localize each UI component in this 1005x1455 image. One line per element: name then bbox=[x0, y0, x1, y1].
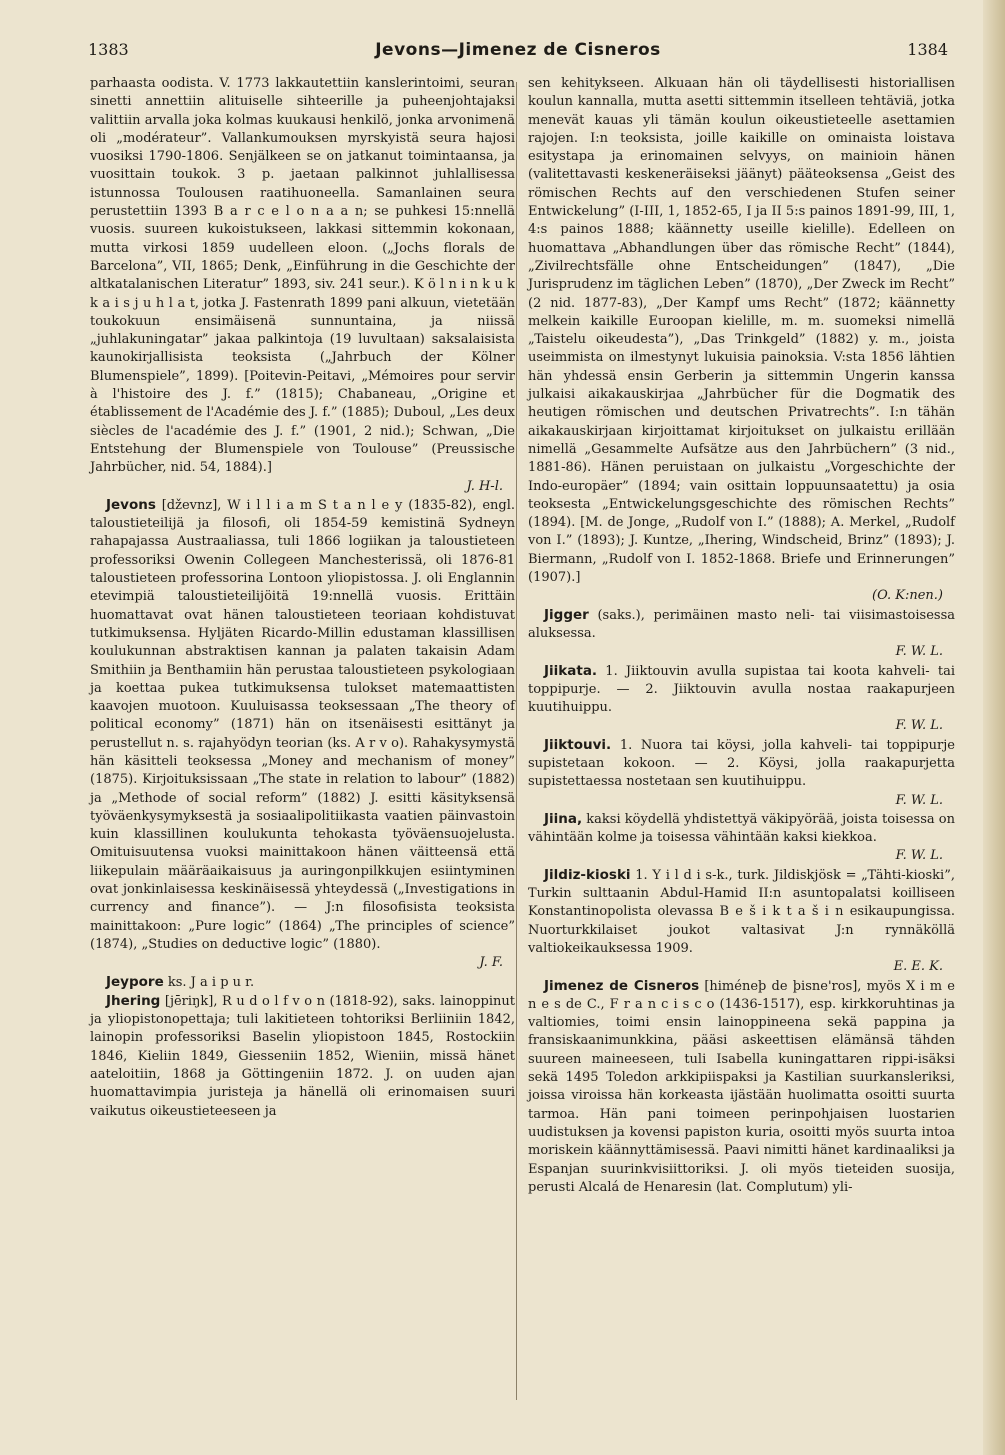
entry bbox=[528, 662, 955, 736]
entry bbox=[90, 973, 515, 992]
entry-text: kaksi köydellä yhdistettyä väkipyörää, joista toisessa on vähintään kolme ja toisessa vähintään kaksi kiekkoa. bbox=[528, 811, 955, 846]
entry-text: (saks.), perimäinen masto neli- tai viisimastoisessa aluksessa. bbox=[528, 607, 955, 641]
entry bbox=[90, 992, 515, 1121]
entry bbox=[528, 810, 955, 866]
page-number-right: 1384 bbox=[907, 40, 948, 59]
entry-headword: Jiiktouvi. bbox=[544, 736, 612, 753]
entry bbox=[90, 496, 515, 973]
column-divider bbox=[516, 82, 517, 1400]
entry-signature: F. W. L. bbox=[895, 792, 943, 808]
entry-signature: F. W. L. bbox=[895, 644, 943, 660]
entry-signature: J. H-l. bbox=[466, 478, 503, 494]
entry-signature: F. W. L. bbox=[895, 718, 943, 734]
page-number-left: 1383 bbox=[88, 40, 129, 59]
entry-text: [himéneþ de þisne'ros], myös X i m e n e s de C., F r a n c i s c o (1436-1517), esp. kirkkoruhtinas ja valtiomies, toimi ensin lainoppineena sekä pappina ja fransiskaanimunkkina, pääsi askeettisen elämänsä tähden suureen maineeseen, tuli Isabella kuningattaren rippi-isäksi sekä 1495 Toledon arkkipiispaksi ja Kastilian suurkansleriksi, joissa viroissa hän korkeasta ijästään huolimatta osoitti suurta tarmoa. Hän pani toimeen perinpohjaisen luostarien uudistuksen ja kovensi papiston kuria, osoitti myös suurta intoa moriskein käännyttämisessä. Paavi nimitti hänet kardinaaliksi ja Espanjan suurinkvisiittoriksi. J. oli myös tieteiden suosija, perusti Alcalá de Henaresin (lat. Complutum) yli- bbox=[528, 978, 955, 1195]
entry-headword: Jevons bbox=[106, 496, 156, 513]
entry-text: parhaasta oodista. V. 1773 lakkautettiin kanslerintoimi, seuran sinetti annettiin alituiselle sihteerille ja puheenjohtajaksi valittiin arvalla joka kolmas kuukausi henkilö, jonka arvonimenä oli „modérateur”. Vallankumouksen myrskyistä seura hajosi vuosiksi 1790-1806. Senjälkeen se on jatkanut toimintaansa, ja vuosittain toukok. 3 p. jaetaan palkinnot juhlallisessa istunnossa Toulousen raatihuoneella. Samanlainen seura perustettiin 1393 B a r c e l o n a a n; se puhkesi 15:nnellä vuosis. suureen kukoistukseen, lakkasi sittemmin kokonaan, mutta virkosi 1859 uudelleen eloon. („Jochs florals de Barcelona”, VII, 1865; Denk, „Einführung in die Geschichte der altkatalanischen Literatur” 1893, siv. 241 seur.). K ö l n i n k u k k a i s j u h l a t, jotka J. Fastenrath 1899 pani alkuun, vietetään toukokuun ensimäisenä sunnuntaina, ja niissä „juhlakuningatar” jakaa palkintoja (19 luvultaan) saksalaisista kaunokirjallisista teoksista („Jahrbuch der Kölner Blumenspiele”, 1899). [Poitevin-Peitavi, „Mémoires pour servir à l'histoire des J. f.” (1815); Chabaneau, „Origine et établissement de l'Académie des J. f.” (1885); Duboul, „Les deux siècles de l'académie des J. f.” (1901, 2 nid.); Schwan, „Die Entstehung der Blumenspiele von Toulouse” (Preussische Jahrbücher, nid. 54, 1884).] bbox=[90, 76, 515, 476]
entry-headword: Jimenez de Cisneros bbox=[544, 977, 700, 994]
entry-signature: (O. K:nen.) bbox=[872, 588, 943, 604]
entry-text: 1. Jiiktouvin avulla supistaa tai koota kahveli- tai toppipurje. — 2. Jiiktouvin avulla nostaa raakapurjeen kuutihuippu. bbox=[528, 663, 955, 716]
running-title: Jevons—Jimenez de Cisneros bbox=[375, 40, 661, 60]
entry bbox=[90, 75, 515, 496]
entry-text: [dževnz], W i l l i a m S t a n l e y (1835-82), engl. taloustieteilijä ja filosofi, oli 1854-59 kemistinä Sydneyn rahapajassa Austraaliassa, tuli 1866 logiikan ja taloustieteen professoriksi Owenin Collegeen Manchesterissä, oli 1876-81 taloustieteen professorina Lontoon yliopistossa. J. oli Englannin etevimpiä taloustieteilijöitä 19:nnellä vuosis. Erittäin huomattavat ovat hänen taloustieteen teoriaan kohdistuvat tutkimuksensa. Hyljäten Ricardo-Millin edustaman klassillisen koulukunnan abstraktisen kannan ja palaten takaisin Adam Smithiin ja Benthamiin hän perustaa taloustieteen psykologiaan ja koettaa pukea tutkimuksensa tulokset matemaattisten kaavojen muotoon. Kuuluisassa teoksessaan „The theory of political economy” (1871) hän on itsenäisesti esittänyt ja perustellut n. s. rajahyödyn teorian (ks. A r v o). Rahakysymystä hän käsitteli teoksessa „Money and mechanism of money” (1875). Kirjoituksissaan „The state in relation to labour” (1882) ja „Methode of social reform” (1882) J. esitti käsityksensä työväenkysymyksestä ja sosiaalipolitiikasta vaatien päinvastoin kuin klassillinen koulukunta tehokasta työväensuojelusta. Omituisuutensa vuoksi mainittakoon hänen väitteensä että liikepulain määräaikaisuus ja auringonpilkkujen esiintyminen ovat jonkinlaisessa keskinäisessä yhteydessä („Investigations in currency and finance”). — J:n filosofisista teoksista mainittakoon: „Pure logic” (1864) „The principles of science” (1874), „Studies on deductive logic” (1880). bbox=[90, 497, 515, 952]
entry-text: 1. Nuora tai köysi, jolla kahveli- tai toppipurje supistetaan kokoon. — 2. Köysi, jolla raakapurjetta supistettaessa nostetaan sen kuutihuippu. bbox=[528, 737, 955, 790]
entry-signature: F. W. L. bbox=[895, 848, 943, 864]
entry-headword: Jeypore bbox=[106, 973, 164, 990]
right-column bbox=[528, 75, 955, 1197]
entry-text: sen kehitykseen. Alkuaan hän oli täydellisesti historiallisen koulun kannalla, mutta asetti sittemmin itselleen tehtäviä, jotka menevät kauas yli tämän koulun oikeustieteelle asettamien rajojen. I:n teoksista, joille kaikille on ominaista loistava esitystapa ja erinomainen selvyys, on mainioin hänen (valitettavasti keskeneräiseksi jäänyt) pääteoksensa „Geist des römischen Rechts auf den verschiedenen Stufen seiner Entwickelung” (I-III, 1, 1852-65, I ja II 5:s painos 1891-99, III, 1, 4:s painos 1888; käännetty useille kielille). Edelleen on huomattava „Abhandlungen über das römische Recht” (1844), „Zivilrechtsfälle ohne Entscheidungen” (1847), „Die Jurisprudenz im täglichen Leben” (1870), „Der Zweck im Recht” (2 nid. 1877-83), „Der Kampf ums Recht” (1872; käännetty melkein kaikille Euroopan kielille, m. m. suomeksi nimellä „Taistelu oikeudesta”), „Das Trinkgeld” (1882) y. m., joista useimmista on ilmestynyt lukuisia painoksia. V:sta 1856 lähtien hän yhdessä ensin Gerberin ja sittemmin Ungerin kanssa julkaisi aikakauskirjaa „Jahrbücher für die Dogmatik des heutigen römischen und deutschen Privatrechts”. I:n tähän aikakauskirjaan kirjoittamat kirjoitukset on julkaistu erillään nimellä „Gesammelte Aufsätze aus den Jahrbüchern” (3 nid., 1881-86). Hänen peruistaan on julkaistu „Vorgeschichte der Indo-europäer” (1894; vain osittain loppuunsaatettu) ja osia teoksesta „Entwickelungsgeschichte des römischen Rechts” (1894). [M. de Jonge, „Rudolf von I.” (1888); A. Merkel, „Rudolf von I.” (1893); J. Kuntze, „Ihering, Windscheid, Brinz” (1893); J. Biermann, „Rudolf von I. 1852-1868. Briefe und Erinnerungen” (1907).] bbox=[528, 76, 955, 586]
entry-headword: Jiina, bbox=[544, 810, 583, 827]
page-edge bbox=[983, 0, 1005, 1455]
entry bbox=[528, 736, 955, 810]
entry-headword: Jigger bbox=[544, 606, 589, 623]
entry-headword: Jiikata. bbox=[544, 662, 598, 679]
entry bbox=[528, 606, 955, 662]
entry bbox=[528, 866, 955, 977]
entry-text: ks. J a i p u r. bbox=[163, 974, 255, 990]
entry bbox=[528, 75, 955, 606]
page-header bbox=[88, 40, 948, 70]
entry-headword: Jhering bbox=[106, 992, 161, 1009]
entry-signature: E. E. K. bbox=[893, 959, 943, 975]
entry-text: [jēriŋk], R u d o l f v o n (1818-92), saks. lainoppinut ja yliopistonopettaja; tuli lakitieteen tohtoriksi Berliiniin 1842, lainopin professoriksi Baselin yliopistoon 1845, Rostockiin 1846, Kieliin 1849, Giesseniin 1852, Wieniin, missä hänet aateloitiin, 1868 ja Göttingeniin 1872. J. on uuden ajan huomattavimpia juristeja ja hänellä oli erinomaisen suuri vaikutus oikeustieteeseen ja bbox=[90, 993, 515, 1119]
entry-text: 1. Y i l d i s-k., turk. Jildiskjösk = „Tähti-kioski”, Turkin sulttaanin Abdul-Hamid II:n asuntopalatsi koilliseen Konstantinopolista olevassa B e š i k t a š i n esikaupungissa. Nuorturkkilaiset joukot valtasivat J:n rynnäköllä valtiokeikauksessa 1909. bbox=[528, 867, 955, 956]
left-column bbox=[90, 75, 515, 1121]
entry-signature: J. F. bbox=[479, 955, 503, 971]
entry-headword: Jildiz-kioski bbox=[544, 866, 631, 883]
entry bbox=[528, 977, 955, 1198]
